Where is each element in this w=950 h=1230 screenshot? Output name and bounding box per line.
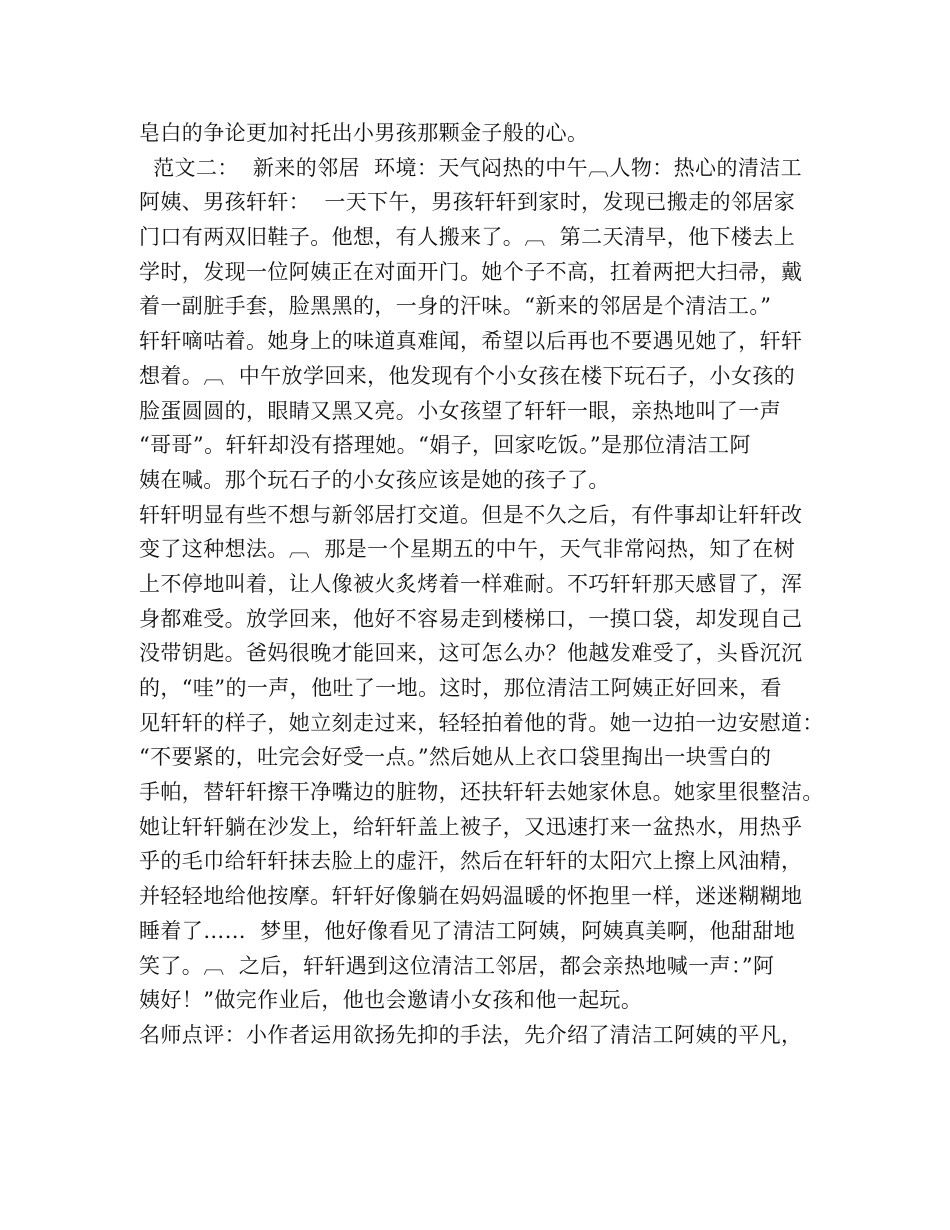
text-line-23: 并轻轻地给他按摩。轩轩好像躺在妈妈温暖的怀抱里一样，迷迷糊糊地 [139, 884, 803, 909]
text-line-4: 门口有两双旧鞋子。他想，有人搬来了。︹ 第二天清早，他下楼去上 [139, 225, 796, 250]
essay-text [139, 116, 839, 1053]
text-line-20: 手帕，替轩轩擦干净嘴边的脏物，还扶轩轩去她家休息。她家里很整洁。 [139, 780, 824, 805]
text-line-19: “不要紧的，吐完会好受一点。”然后她从上衣口袋里掏出一块雪白的 [139, 745, 772, 770]
text-line-13: 变了这种想法。︹ 那是一个星期五的中午，天气非常闷热，知了在树 [139, 537, 796, 562]
text-line-21: 她让轩轩躺在沙发上，给轩轩盖上被子，又迅速打来一盆热水，用热乎 [139, 814, 803, 839]
text-line-3: 阿姨、男孩轩轩： 一天下午，男孩轩轩到家时，发现已搬走的邻居家 [139, 190, 796, 215]
text-line-6: 着一副脏手套，脸黑黑的，一身的汗味。“新来的邻居是个清洁工。” [139, 294, 772, 319]
text-line-10: “哥哥”。轩轩却没有搭理她。“娟子，回家吃饭。”是那位清洁工阿 [139, 433, 751, 458]
text-line-22: 乎的毛巾给轩轩抹去脸上的虚汗，然后在轩轩的太阳穴上擦上风油精， [139, 849, 803, 874]
text-line-11: 姨在喊。那个玩石子的小女孩应该是她的孩子了。 [139, 467, 610, 492]
text-line-2: 范文二： 新来的邻居 环境：天气闷热的中午︹人物：热心的清洁工 [139, 155, 803, 180]
text-line-18: 见轩轩的样子，她立刻走过来，轻轻拍着他的背。她一边拍一边安慰道： [139, 710, 824, 735]
text-line-26: 姨好！”做完作业后，他也会邀请小女孩和他一起玩。 [139, 988, 643, 1013]
text-line-8: 想着。︹ 中午放学回来，他发现有个小女孩在楼下玩石子，小女孩的 [139, 363, 796, 388]
text-line-15: 身都难受。放学回来，他好不容易走到楼梯口，一摸口袋，却发现自己 [139, 606, 803, 631]
text-line-5: 学时，发现一位阿姨正在对面开门。她个子不高，扛着两把大扫帚，戴 [139, 259, 803, 284]
text-line-17: 的，“哇”的一声，他吐了一地。这时，那位清洁工阿姨正好回来，看 [139, 676, 782, 700]
text-line-27: 名师点评：小作者运用欲扬先抑的手法，先介绍了清洁工阿姨的平凡， [139, 1022, 803, 1047]
text-line-16: 没带钥匙。爸妈很晚才能回来，这可怎么办？他越发难受了，头昏沉沉 [139, 641, 803, 666]
text-line-12: 轩轩明显有些不想与新邻居打交道。但是不久之后，有件事却让轩轩改 [139, 502, 803, 527]
text-line-25: 笑了。︹ 之后，轩轩遇到这位清洁工邻居，都会亲热地喊一声：”阿 [139, 953, 775, 978]
text-line-24: 睡着了…… 梦里，他好像看见了清洁工阿姨，阿姨真美啊，他甜甜地 [139, 918, 796, 943]
text-line-9: 脸蛋圆圆的，眼睛又黑又亮。小女孩望了轩轩一眼，亲热地叫了一声 [139, 398, 781, 423]
text-line-7: 轩轩嘀咕着。她身上的味道真难闻，希望以后再也不要遇见她了，轩轩 [139, 329, 803, 354]
text-line-1: 皂白的争论更加衬托出小男孩那颗金子般的心。 [139, 121, 589, 145]
text-line-14: 上不停地叫着，让人像被火炙烤着一样难耐。不巧轩轩那天感冒了，浑 [139, 571, 803, 596]
